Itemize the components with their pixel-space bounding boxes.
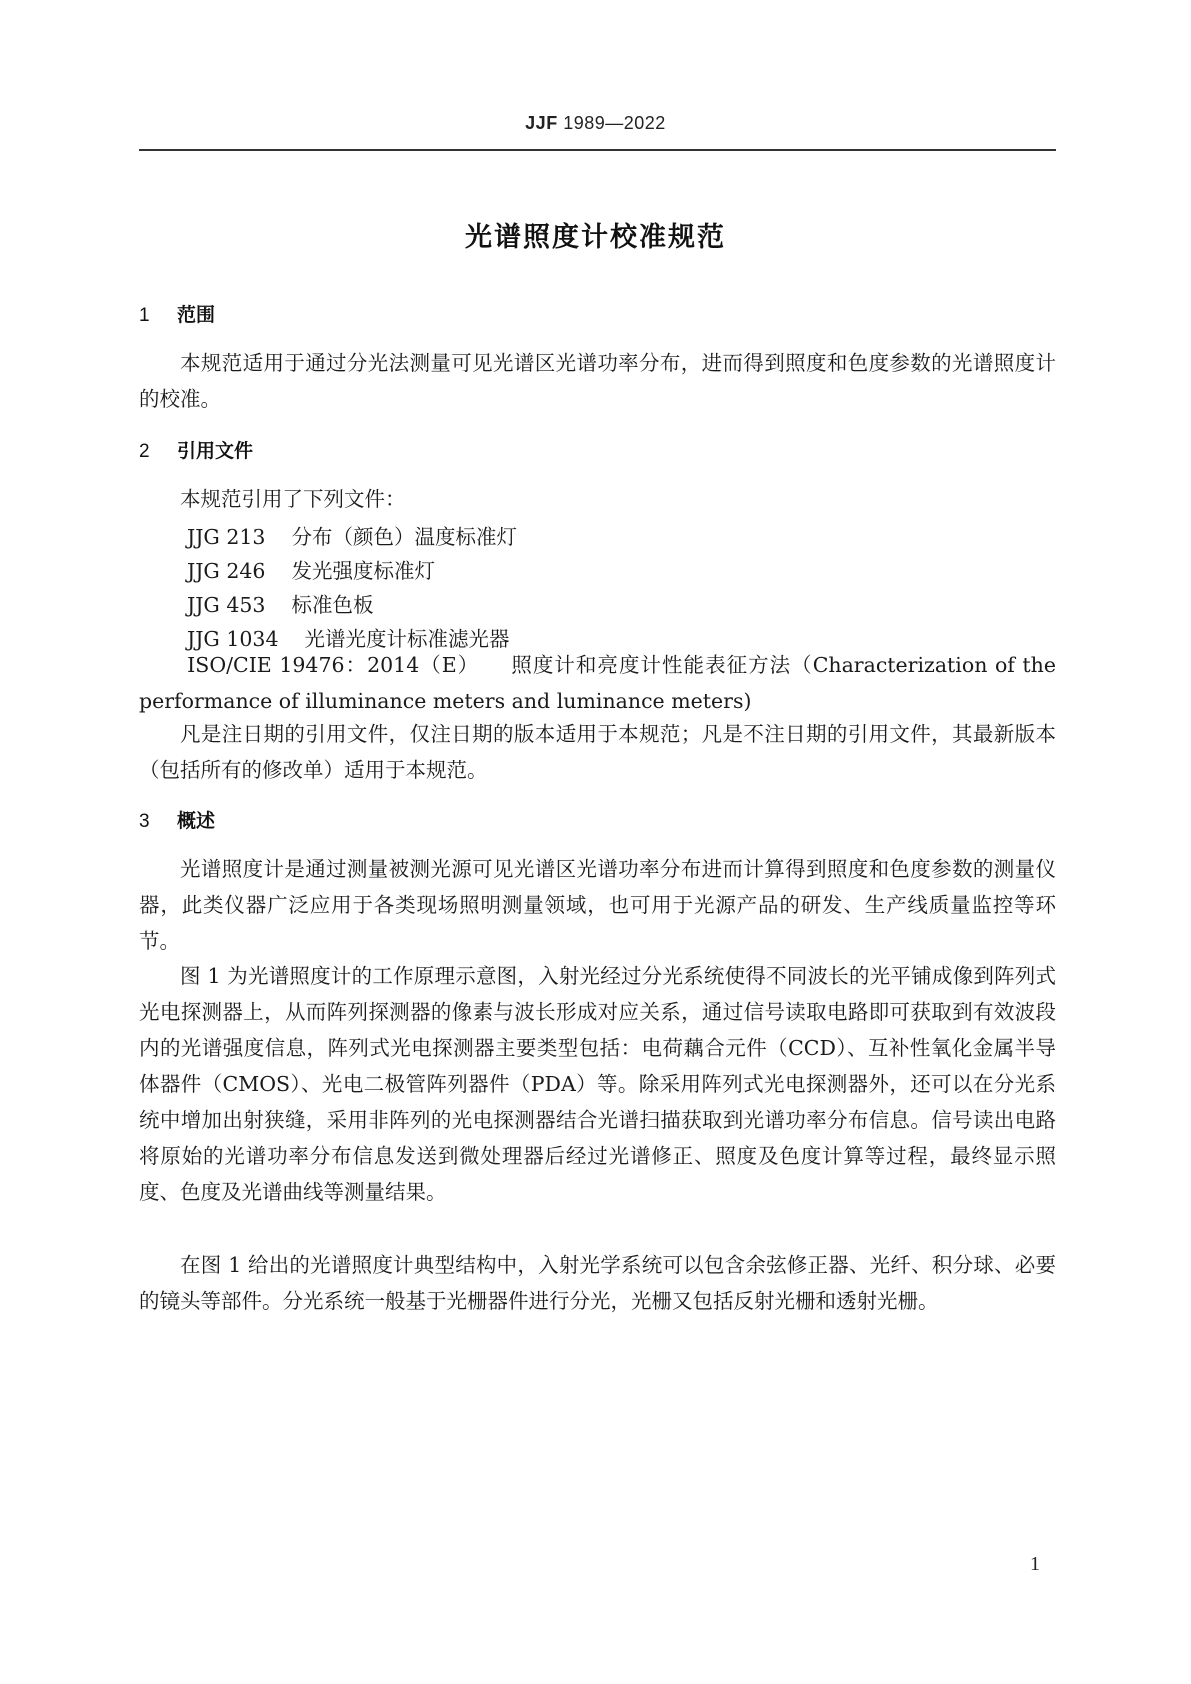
reference-code: JJG 453 (187, 593, 266, 617)
paragraph: 本规范适用于通过分光法测量可见光谱区光谱功率分布，进而得到照度和色度参数的光谱照度计的校准。 (139, 351, 1056, 411)
reference-item (187, 554, 435, 584)
document-title: 光谱照度计校准规范 (465, 222, 726, 253)
section-number: 2 (139, 441, 150, 462)
page-number: 1 (1030, 1553, 1040, 1575)
reference-code: JJG 213 (187, 525, 266, 549)
section-title: 概述 (177, 810, 216, 832)
references-note: 凡是注日期的引用文件，仅注日期的版本适用于本规范；凡是不注日期的引用文件，其最新版本（包括所有的修改单）适用于本规范。 (139, 722, 1056, 782)
standard-prefix: JJF (525, 113, 558, 133)
section-title: 范围 (177, 304, 216, 326)
reference-item (187, 520, 517, 550)
paragraph: 图 1 为光谱照度计的工作原理示意图，入射光经过分光系统使得不同波长的光平铺成像到阵列式光电探测器上，从而阵列探测器的像素与波长形成对应关系，通过信号读取电路即可获取到有效波段内的光谱强度信息，阵列式光电探测器主要类型包括：电荷藕合元件（CCD）、互补性氧化金属半导体器件（CMOS）、光电二极管阵列器件（PDA）等。除采用阵列式光电探测器外，还可以在分光系统中增加出射狭缝，采用非阵列的光电探测器结合光谱扫描获取到光谱功率分布信息。信号读出电路将原始的光谱功率分布信息发送到微处理器后经过光谱修正、照度及色度计算等过程，最终显示照度、色度及光谱曲线等测量结果。 (139, 964, 1056, 1204)
section-number: 3 (139, 811, 150, 832)
reference-title: 标准色板 (291, 593, 374, 617)
paragraph: 在图 1 给出的光谱照度计典型结构中，入射光学系统可以包含余弦修正器、光纤、积分球、必要的镜头等部件。分光系统一般基于光栅器件进行分光，光栅又包括反射光栅和透射光栅。 (139, 1253, 1056, 1313)
reference-title: 照度计和亮度计性能表征方法（Characterization of the performance of illuminance meters and luminance meters) (139, 653, 1056, 713)
reference-code: JJG 1034 (187, 627, 279, 651)
section-heading-scope (139, 300, 215, 327)
references-intro: 本规范引用了下列文件： (180, 487, 406, 511)
reference-title: 分布（颜色）温度标准灯 (291, 525, 517, 549)
section-heading-overview (139, 806, 215, 833)
section-number: 1 (139, 305, 150, 326)
reference-title: 光谱光度计标准滤光器 (304, 627, 510, 651)
section-title: 引用文件 (177, 440, 254, 462)
section-heading-references (139, 436, 253, 463)
reference-item (139, 647, 1056, 719)
header-divider (139, 149, 1056, 151)
reference-code: JJG 246 (187, 559, 266, 583)
reference-title: 发光强度标准灯 (291, 559, 435, 583)
standard-number: 1989—2022 (563, 113, 666, 133)
reference-item (187, 588, 373, 618)
standard-code-header (0, 113, 1191, 134)
reference-code: ISO/CIE 19476：2014（E） (187, 653, 480, 677)
paragraph: 光谱照度计是通过测量被测光源可见光谱区光谱功率分布进而计算得到照度和色度参数的测量仪器，此类仪器广泛应用于各类现场照明测量领域，也可用于光源产品的研发、生产线质量监控等环节。 (139, 857, 1056, 953)
